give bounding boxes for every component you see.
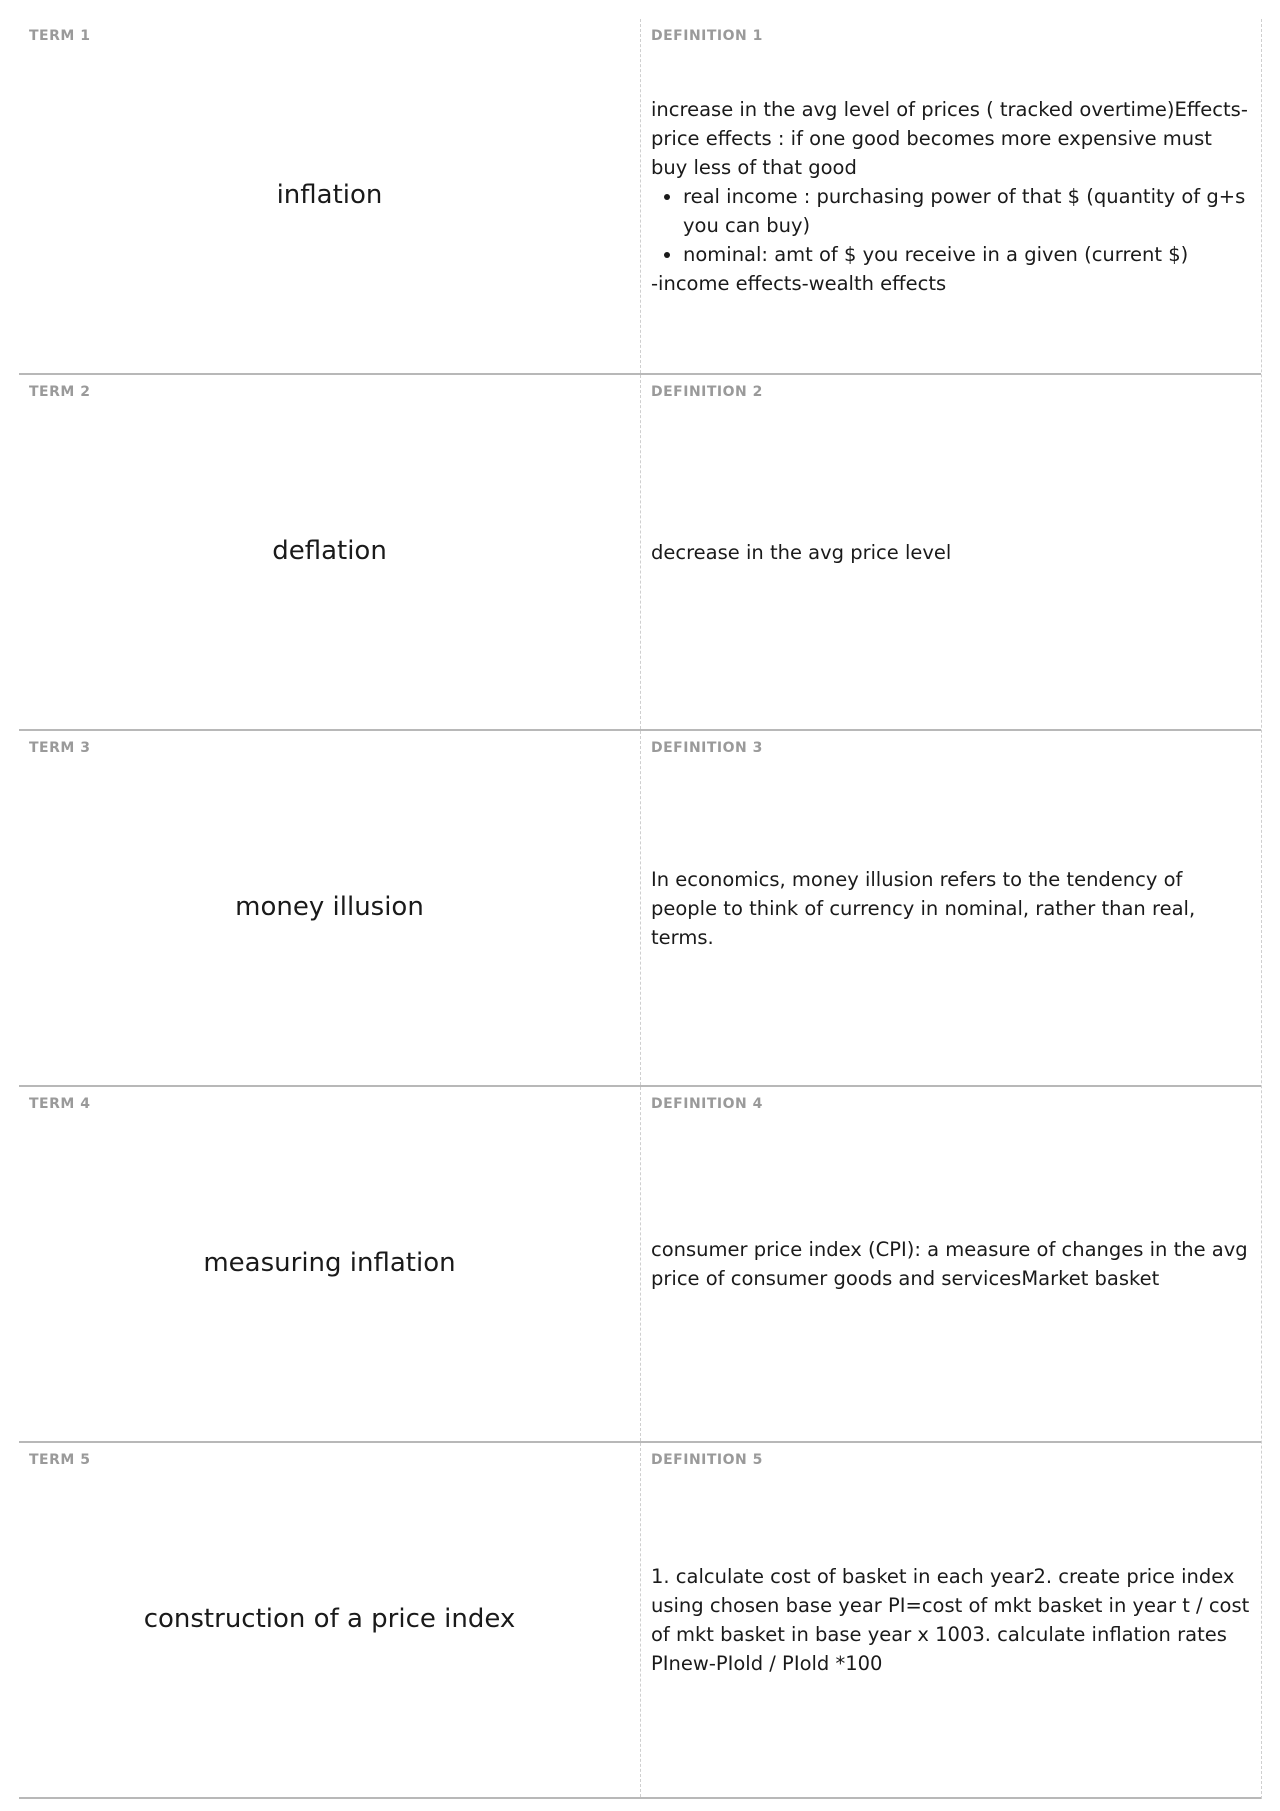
flashcard — [19, 19, 1261, 375]
definition-cell — [641, 375, 1261, 729]
definition-cell — [641, 731, 1261, 1085]
definition-text — [651, 19, 1253, 373]
definition-label: DEFINITION 3 — [651, 740, 763, 756]
definition-bullet-list — [651, 182, 1253, 269]
definition-cell — [641, 1087, 1261, 1441]
term-cell — [19, 375, 641, 729]
definition-bullet: • real income : purchasing power of that $ (quantity of g+s you can buy) — [683, 182, 1253, 240]
definition-label: DEFINITION 5 — [651, 1452, 763, 1468]
term-label: TERM 5 — [29, 1452, 91, 1468]
term-label: TERM 4 — [29, 1096, 91, 1112]
definition-paragraph: -income effects-wealth effects — [651, 271, 947, 295]
term-cell — [19, 1443, 641, 1797]
definition-paragraph: increase in the avg level of prices ( tracked overtime)Effects-price effects : if one good becomes more expensive must buy less of that good — [651, 97, 1248, 179]
definition-paragraph: 1. calculate cost of basket in each year2. create price index using chosen base year PI=cost of mkt basket in year t / cost of mkt basket in base year x 1003. calculate inflation rates PInew-PIold / PIold *100 — [651, 1565, 1250, 1675]
term-text: inflation — [276, 180, 383, 211]
flashcard — [19, 375, 1261, 731]
term-text: measuring inflation — [203, 1248, 456, 1279]
term-text: construction of a price index — [143, 1604, 516, 1635]
definition-label: DEFINITION 1 — [651, 28, 763, 44]
definition-paragraph: consumer price index (CPI): a measure of changes in the avg price of consumer goods and servicesMarket basket — [651, 1238, 1248, 1290]
flashcard — [19, 1443, 1261, 1799]
flashcard — [19, 731, 1261, 1087]
term-cell — [19, 731, 641, 1085]
definition-cell — [641, 19, 1261, 373]
definition-bullet: • nominal: amt of $ you receive in a given (current $) — [683, 240, 1253, 269]
term-label: TERM 2 — [29, 384, 91, 400]
term-text: deflation — [272, 536, 387, 567]
term-label: TERM 3 — [29, 740, 91, 756]
flashcard-sheet — [19, 19, 1262, 1799]
definition-cell — [641, 1443, 1261, 1797]
definition-text — [651, 1443, 1253, 1797]
flashcard — [19, 1087, 1261, 1443]
term-text: money illusion — [235, 892, 424, 923]
definition-label: DEFINITION 2 — [651, 384, 763, 400]
definition-text — [651, 375, 1253, 729]
term-label: TERM 1 — [29, 28, 91, 44]
definition-text — [651, 731, 1253, 1085]
definition-label: DEFINITION 4 — [651, 1096, 763, 1112]
definition-paragraph: decrease in the avg price level — [651, 540, 952, 564]
term-cell — [19, 1087, 641, 1441]
term-cell — [19, 19, 641, 373]
definition-text — [651, 1087, 1253, 1441]
definition-paragraph: In economics, money illusion refers to the tendency of people to think of currency in nominal, rather than real, terms. — [651, 867, 1196, 949]
